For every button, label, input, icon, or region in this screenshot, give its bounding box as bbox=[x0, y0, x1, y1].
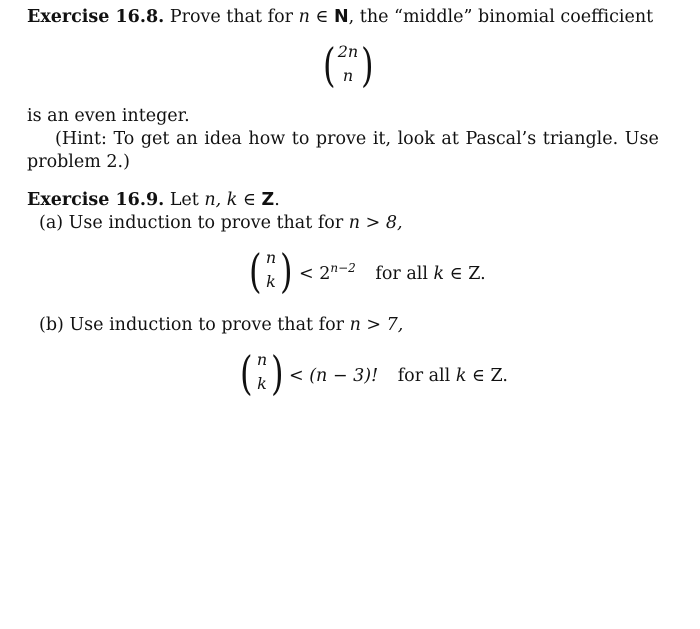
part-b-inequality bbox=[289, 365, 508, 387]
right-paren: ) bbox=[280, 244, 293, 298]
binomial-n-choose-k-a bbox=[249, 244, 295, 298]
var-n: n bbox=[298, 7, 310, 27]
part-a-forall-var: k bbox=[433, 264, 445, 284]
right-paren: ) bbox=[271, 346, 284, 400]
exercise-16-8-statement-end: , the “middle” binomial coefficient bbox=[348, 7, 654, 27]
binomial-n-choose-k-b bbox=[240, 346, 286, 400]
exercise-16-9-statement bbox=[27, 189, 280, 211]
binom-bottom: k bbox=[257, 374, 267, 393]
binom-top: n bbox=[256, 350, 268, 369]
integers-symbol: Z bbox=[261, 190, 275, 210]
part-b-ineq: < (n − 3)! bbox=[289, 366, 379, 386]
exercise-16-8-hint-line1: (Hint: To get an idea how to prove it, look at Pascal’s triangle. Use bbox=[55, 129, 659, 149]
part-a-ineq: < 2 bbox=[299, 264, 331, 284]
left-paren: ( bbox=[323, 38, 336, 92]
exercise-16-8-statement-start: Prove that for bbox=[169, 7, 294, 27]
part-a-forall-set: ∈ Z. bbox=[449, 264, 486, 284]
binom-top: 2n bbox=[337, 42, 359, 61]
part-a-condition: n > 8, bbox=[348, 213, 403, 233]
exercise-16-8-hint-line2: problem 2.) bbox=[27, 152, 130, 172]
part-b-condition: n > 7, bbox=[349, 315, 404, 335]
part-a-exponent: n−2 bbox=[330, 261, 356, 275]
part-a-statement bbox=[39, 212, 403, 234]
binomial-2n-choose-n bbox=[323, 38, 374, 92]
right-paren: ) bbox=[361, 38, 374, 92]
part-a-text: Use induction to prove that for bbox=[68, 213, 344, 233]
binom-bottom: n bbox=[342, 66, 354, 85]
part-a-inequality bbox=[299, 263, 486, 285]
left-paren: ( bbox=[249, 244, 262, 298]
part-b-forall-set: ∈ Z. bbox=[472, 366, 508, 386]
left-paren: ( bbox=[240, 346, 253, 400]
element-of-symbol: ∈ bbox=[315, 7, 329, 27]
binom-top: n bbox=[265, 248, 277, 267]
part-a-label: (a) bbox=[39, 213, 64, 233]
part-b-statement bbox=[39, 314, 403, 336]
naturals-symbol: N bbox=[334, 7, 349, 27]
exercise-16-8-statement bbox=[27, 6, 653, 28]
part-b-text: Use induction to prove that for bbox=[69, 315, 344, 335]
exercise-16-8-conclusion: is an even integer. bbox=[27, 106, 190, 126]
exercise-16-9-heading: Exercise 16.9. bbox=[27, 190, 165, 210]
part-b-forall-var: k bbox=[455, 366, 467, 386]
part-b-forall: for all bbox=[397, 366, 451, 386]
period: . bbox=[274, 190, 280, 210]
part-a-forall: for all bbox=[375, 264, 428, 284]
element-of-symbol: ∈ bbox=[243, 190, 256, 210]
vars-n-k: n, k bbox=[204, 190, 238, 210]
binom-bottom: k bbox=[266, 272, 276, 291]
exercise-16-8-heading: Exercise 16.8. bbox=[27, 7, 165, 27]
exercise-16-9-intro: Let bbox=[169, 190, 199, 210]
part-b-label: (b) bbox=[39, 315, 64, 335]
